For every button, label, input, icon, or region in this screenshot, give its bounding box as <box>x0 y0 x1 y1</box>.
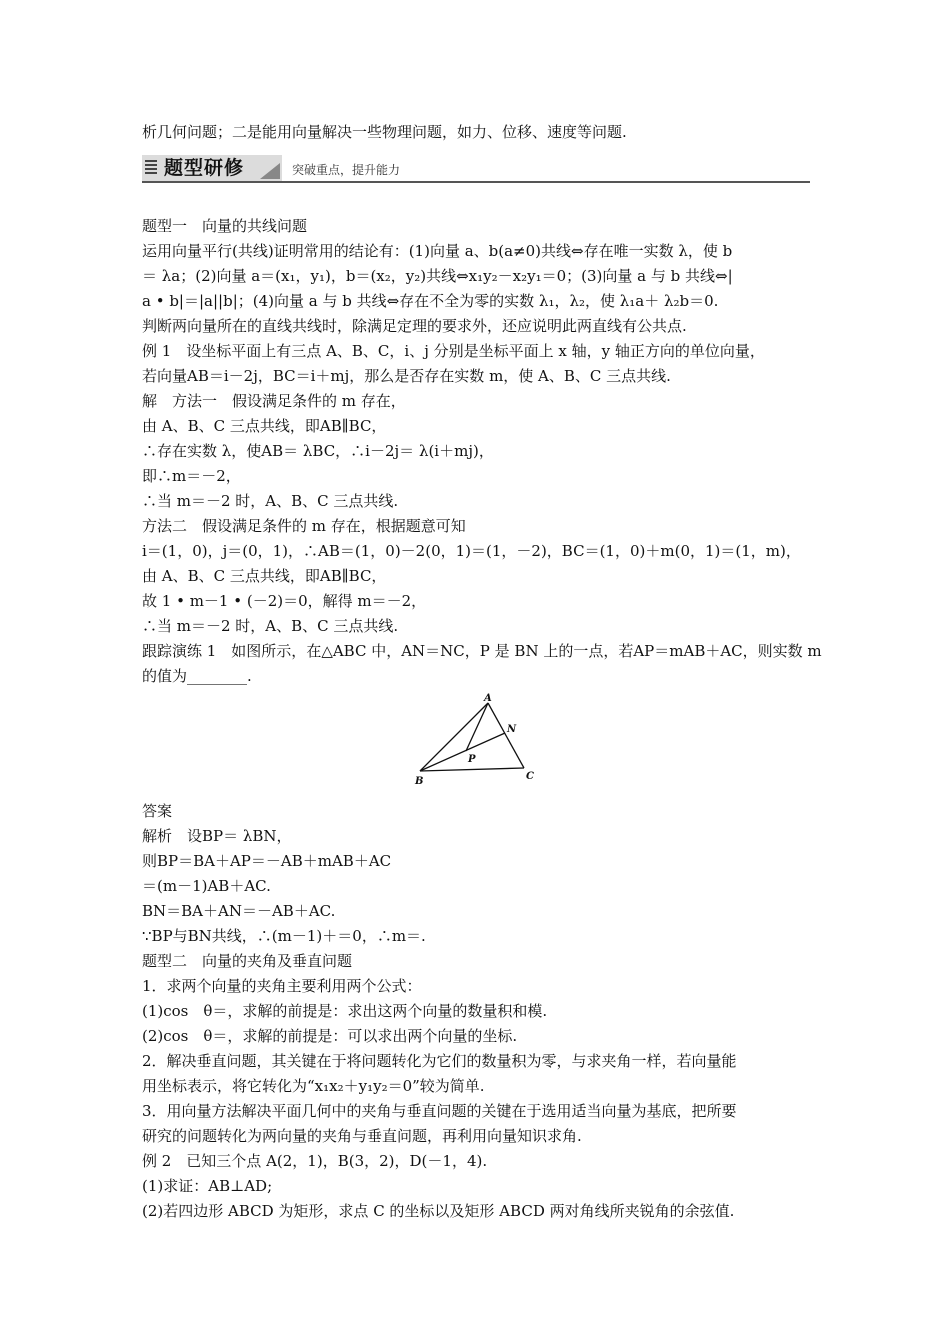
text-line: 解析 设BP＝ λBN， <box>142 827 292 845</box>
label-A: A <box>484 693 492 704</box>
text-line: 解 方法一 假设满足条件的 m 存在， <box>142 392 406 410</box>
label-C: C <box>526 771 534 782</box>
text-line: 用坐标表示，将它转化为“x₁x₂＋y₁y₂＝0”较为简单. <box>142 1077 485 1095</box>
section-banner <box>142 155 810 185</box>
label-P: P <box>468 754 476 765</box>
text-line: ＝(m－1)AB＋AC. <box>142 877 271 895</box>
text-line: 2．解决垂直问题，其关键在于将问题转化为它们的数量积为零，与求夹角一样，若向量能 <box>142 1052 737 1070</box>
text-line: (1)cos θ＝，求解的前提是：求出这两个向量的数量积和模. <box>142 1002 548 1020</box>
text-line: (1)求证：AB⊥AD; <box>142 1177 273 1195</box>
text-line: ∵BP与BN共线，∴(m－1)＋＝0，∴m＝. <box>142 927 426 945</box>
text-line: 即∴m＝－2， <box>142 467 241 485</box>
text-line: ∴当 m＝－2 时，A、B、C 三点共线. <box>142 492 399 510</box>
triangle-decoration-icon <box>260 163 280 179</box>
text-line: ∴当 m＝－2 时，A、B、C 三点共线. <box>142 617 399 635</box>
text-line: 3．用向量方法解决平面几何中的夹角与垂直问题的关键在于选用适当向量为基底，把所要 <box>142 1102 737 1120</box>
segment-AP <box>466 703 488 751</box>
text-line: 方法二 假设满足条件的 m 存在，根据题意可知 <box>142 517 466 535</box>
section-heading: 题型一 向量的共线问题 <box>142 217 308 235</box>
text-line: 若向量AB＝i－2j，BC＝i＋mj，那么是否存在实数 m，使 A、B、C 三点共线. <box>142 367 671 385</box>
segment-AB <box>420 703 488 771</box>
segment-AC <box>488 703 524 768</box>
text-line: ＝ λa；(2)向量 a＝(x₁，y₁)，b＝(x₂，y₂)共线⇔x₁y₂－x₂y₁＝0；(3)向量 a 与 b 共线⇔| <box>142 267 733 285</box>
text-line: 答案 <box>142 802 173 820</box>
text-line: 例 2 已知三个点 A(2，1)，B(3，2)，D(－1，4). <box>142 1152 488 1170</box>
text-line: 跟踪演练 1 如图所示，在△ABC 中，AN＝NC，P 是 BN 上的一点，若AP＝mAB＋AC，则实数 m <box>142 642 822 660</box>
text-line: 则BP＝BA＋AP＝－AB＋mAB＋AC <box>142 852 392 870</box>
section-heading: 题型二 向量的夹角及垂直问题 <box>142 952 353 970</box>
text-line: 运用向量平行(共线)证明常用的结论有：(1)向量 a、b(a≠0)共线⇔存在唯一实数 λ，使 b <box>142 242 733 260</box>
text-line: 的值为________. <box>142 667 252 685</box>
stripe-decoration-icon <box>144 159 158 177</box>
text-line: 故 1 • m－1 • (－2)＝0，解得 m＝－2， <box>142 592 427 610</box>
text-line: 1．求两个向量的夹角主要利用两个公式： <box>142 977 422 995</box>
section-divider <box>142 181 810 183</box>
text-line: (2)cos θ＝，求解的前提是：可以求出两个向量的坐标. <box>142 1027 518 1045</box>
text-line: i＝(1，0)，j＝(0，1)，∴AB＝(1，0)－2(0，1)＝(1，－2)，BC＝(1，0)＋m(0，1)＝(1，m)， <box>142 542 801 560</box>
label-B: B <box>415 776 424 787</box>
triangle-figure <box>412 693 552 793</box>
text-line: 例 1 设坐标平面上有三点 A、B、C，i、j 分别是坐标平面上 x 轴，y 轴正方向的单位向量， <box>142 342 765 360</box>
segment-BC <box>420 768 524 771</box>
text-line: 由 A、B、C 三点共线，即AB∥BC， <box>142 567 387 585</box>
section-subtitle: 突破重点，提升能力 <box>292 163 401 177</box>
text-line: BN＝BA＋AN＝－AB＋AC. <box>142 902 336 920</box>
text-line: 析几何问题；二是能用向量解决一些物理问题，如力、位移、速度等问题. <box>142 123 627 141</box>
segment-BN <box>420 733 505 771</box>
text-line: (2)若四边形 ABCD 为矩形，求点 C 的坐标以及矩形 ABCD 两对角线所夹锐角的余弦值. <box>142 1202 735 1220</box>
section-title: 题型研修 <box>164 157 245 179</box>
label-N: N <box>507 724 517 735</box>
text-line: 由 A、B、C 三点共线，即AB∥BC， <box>142 417 387 435</box>
text-line: a • b|＝|a||b|；(4)向量 a 与 b 共线⇔存在不全为零的实数 λ₁，λ₂，使 λ₁a＋ λ₂b＝0. <box>142 292 719 310</box>
text-line: 判断两向量所在的直线共线时，除满足定理的要求外，还应说明此两直线有公共点. <box>142 317 687 335</box>
text-line: ∴存在实数 λ，使AB＝ λBC，∴i－2j＝ λ(i＋mj)， <box>142 442 494 460</box>
text-line: 研究的问题转化为两向量的夹角与垂直问题，再利用向量知识求角. <box>142 1127 582 1145</box>
